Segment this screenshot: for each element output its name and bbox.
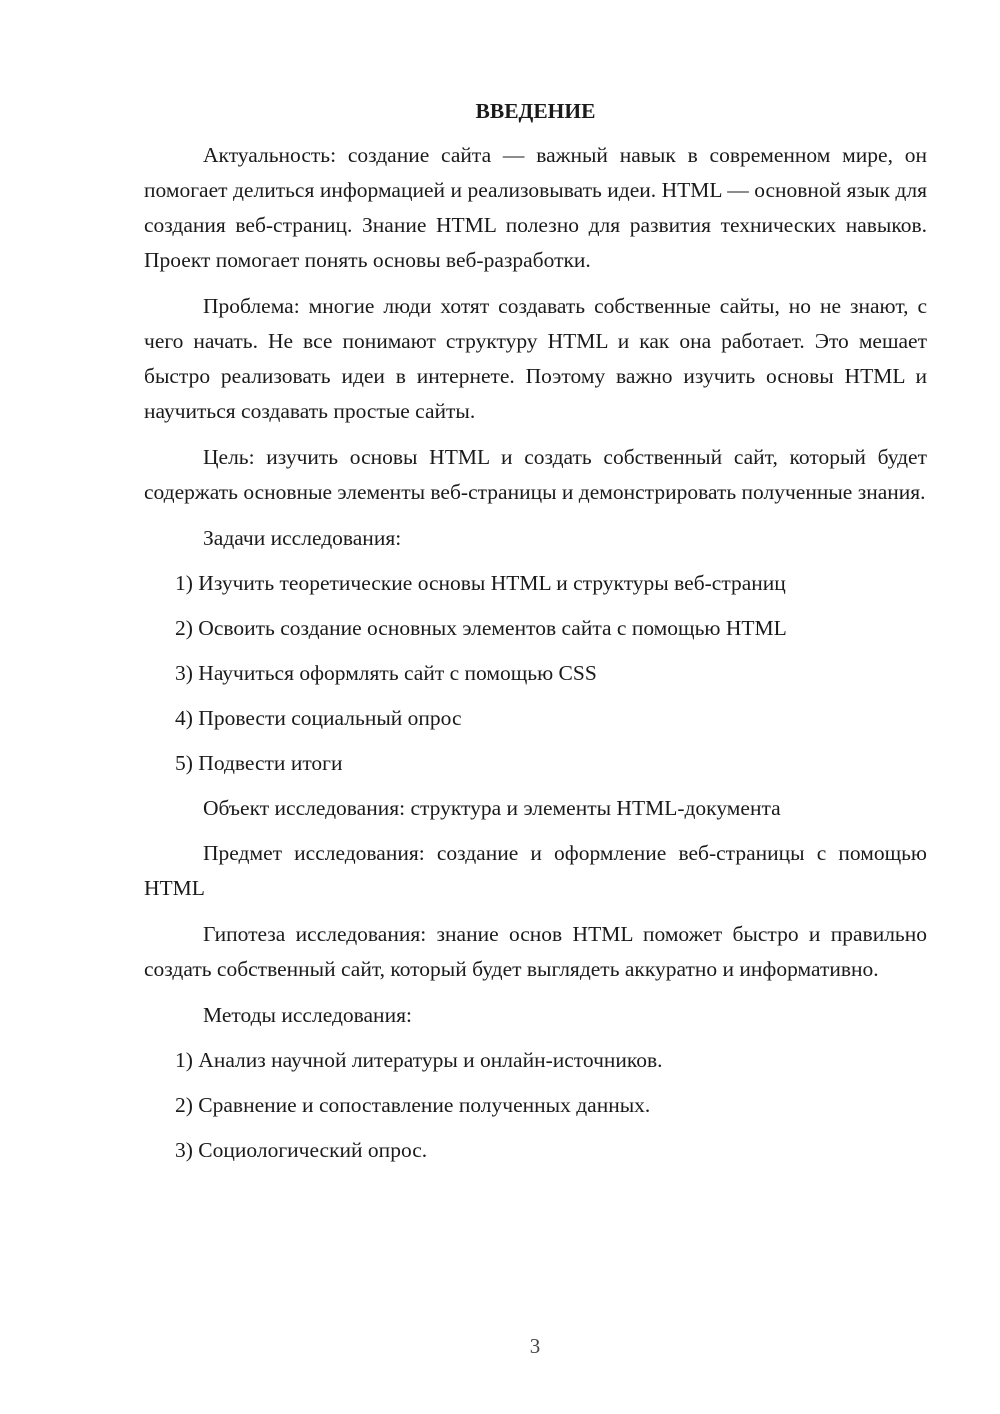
- methods-heading: Методы исследования:: [203, 1003, 412, 1027]
- page-number: 3: [529, 1334, 541, 1358]
- methods-list: [144, 1043, 927, 1168]
- problem-paragraph: Проблема: многие люди хотят создавать собственные сайты, но не знают, с чего начать. Не все понимают структуру HTML и как она работает. Это мешает быстро реализовать идеи в интернете. Поэтому важно изучить основы HTML и научиться создавать простые сайты.: [144, 294, 927, 423]
- list-item-number: 2): [175, 1093, 193, 1117]
- goal-paragraph: Цель: изучить основы HTML и создать собственный сайт, который будет содержать основные элементы веб-страницы и демонстрировать полученные знания.: [144, 445, 927, 504]
- page-title: ВВЕДЕНИЕ: [475, 99, 596, 123]
- list-item: [144, 1088, 927, 1123]
- list-item-text: Сравнение и сопоставление полученных данных.: [198, 1093, 651, 1117]
- list-item: [144, 701, 927, 736]
- list-item-number: 3): [175, 1138, 193, 1162]
- list-item-text: Освоить создание основных элементов сайта с помощью HTML: [198, 616, 787, 640]
- list-item: [144, 746, 927, 781]
- list-item: [144, 566, 927, 601]
- tasks-heading: Задачи исследования:: [203, 526, 402, 550]
- list-item-text: Научиться оформлять сайт с помощью CSS: [198, 661, 597, 685]
- tasks-list: [144, 566, 927, 781]
- list-item-number: 5): [175, 751, 193, 775]
- list-item-number: 2): [175, 616, 193, 640]
- list-item-text: Социологический опрос.: [198, 1138, 428, 1162]
- list-item: [144, 656, 927, 691]
- list-item: [144, 1133, 927, 1168]
- list-item: [144, 611, 927, 646]
- list-item-text: Анализ научной литературы и онлайн-источников.: [198, 1048, 663, 1072]
- list-item-number: 1): [175, 571, 193, 595]
- list-item-number: 4): [175, 706, 193, 730]
- object-paragraph: Объект исследования: структура и элементы HTML-документа: [203, 796, 781, 820]
- hypothesis-paragraph: Гипотеза исследования: знание основ HTML поможет быстро и правильно создать собственный сайт, который будет выглядеть аккуратно и информативно.: [144, 922, 927, 981]
- page-content: [144, 96, 927, 1178]
- list-item: [144, 1043, 927, 1078]
- subject-paragraph: Предмет исследования: создание и оформление веб-страницы с помощью HTML: [144, 841, 927, 900]
- list-item-text: Подвести итоги: [198, 751, 343, 775]
- list-item-text: Провести социальный опрос: [198, 706, 462, 730]
- list-item-number: 1): [175, 1048, 193, 1072]
- list-item-text: Изучить теоретические основы HTML и структуры веб-страниц: [198, 571, 786, 595]
- list-item-number: 3): [175, 661, 193, 685]
- relevance-paragraph: Актуальность: создание сайта — важный навык в современном мире, он помогает делиться информацией и реализовывать идеи. HTML — основной язык для создания веб-страниц. Знание HTML полезно для развития технических навыков. Проект помогает понять основы веб-разработки.: [144, 143, 927, 272]
